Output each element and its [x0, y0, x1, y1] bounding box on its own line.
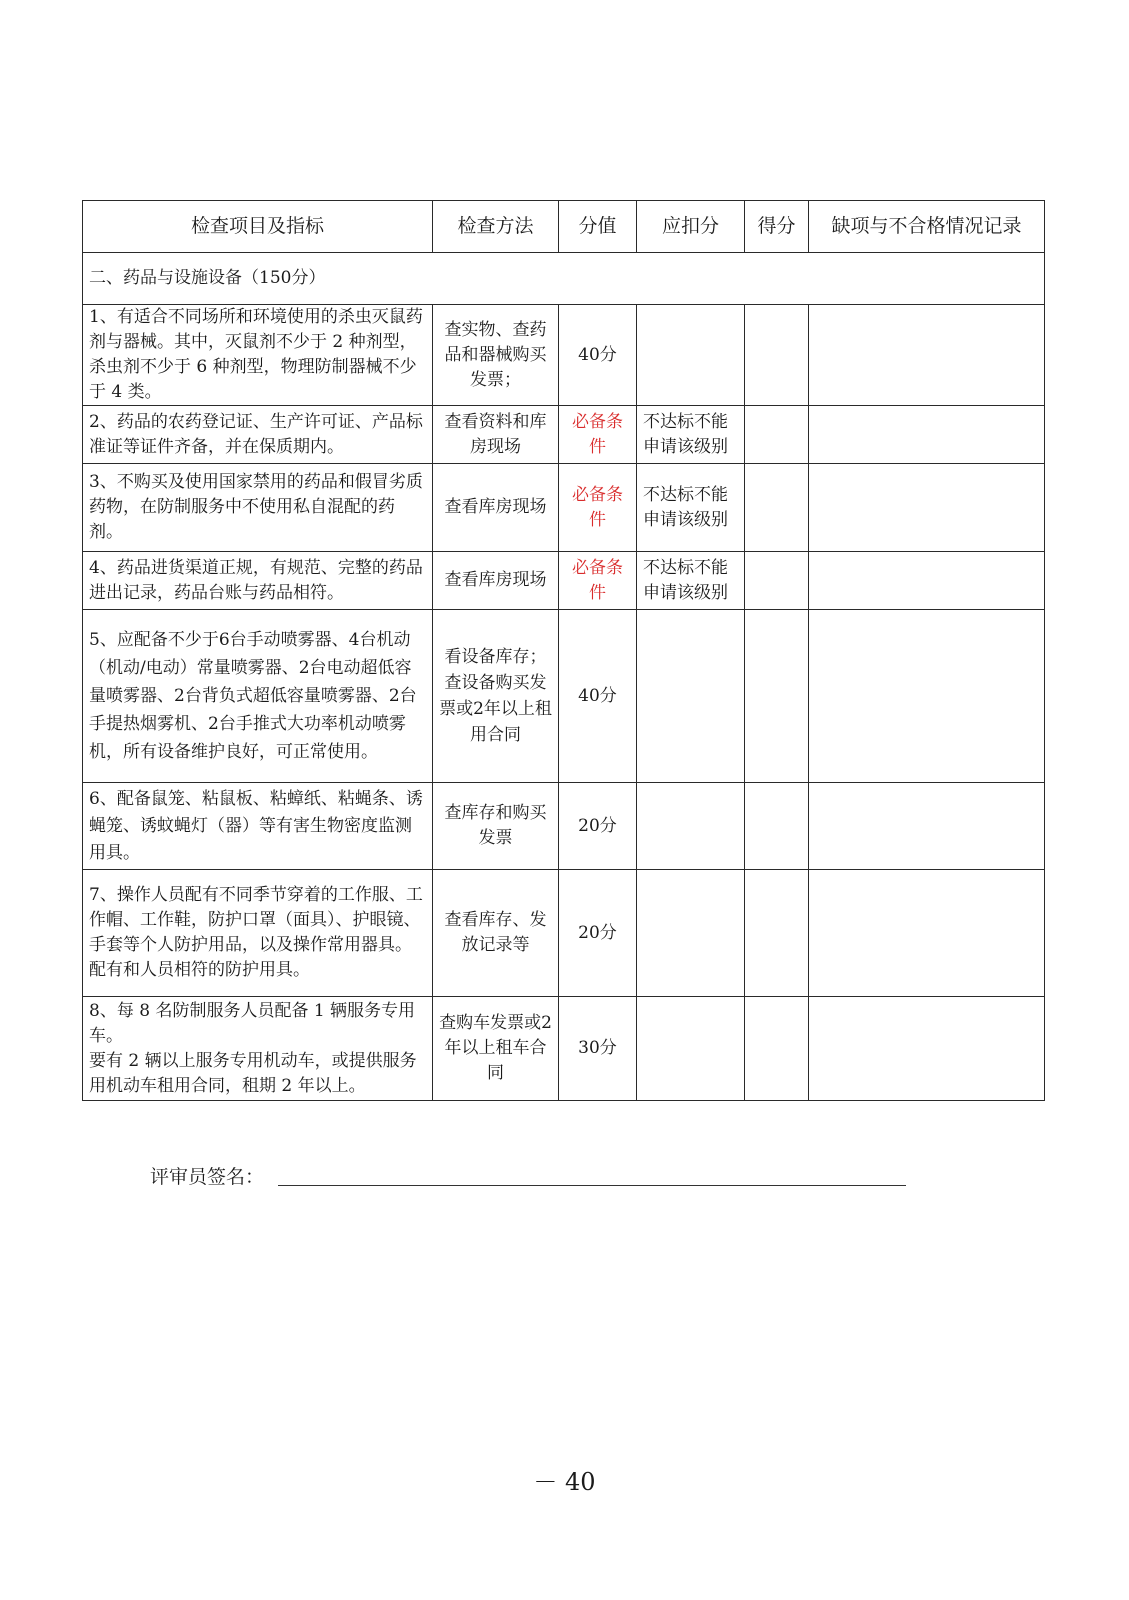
header-deduct: 应扣分	[637, 201, 745, 253]
item-text: 8、每 8 名防制服务人员配备 1 辆服务专用车。	[89, 1000, 416, 1046]
page-number: － 40	[533, 1468, 596, 1496]
table-row	[83, 464, 1045, 552]
section-row	[83, 253, 1045, 305]
inspection-table	[82, 200, 1045, 1101]
score-cell: 30分	[559, 997, 637, 1101]
method-cell: 查库存和购买发票	[433, 783, 559, 870]
got-cell	[745, 610, 809, 783]
got-cell	[745, 783, 809, 870]
table-row	[83, 406, 1045, 464]
record-cell	[809, 406, 1045, 464]
header-record: 缺项与不合格情况记录	[809, 201, 1045, 253]
score-cell: 40分	[559, 305, 637, 406]
header-method: 检查方法	[433, 201, 559, 253]
signature-line[interactable]	[278, 1185, 906, 1186]
header-score: 分值	[559, 201, 637, 253]
method-cell: 查看资料和库房现场	[433, 406, 559, 464]
got-cell	[745, 997, 809, 1101]
deduct-cell	[637, 997, 745, 1101]
header-item: 检查项目及指标	[83, 201, 433, 253]
item-text: 7、操作人员配有不同季节穿着的工作服、工作帽、工作鞋，防护口罩（面具）、护眼镜、手套等个人防护用品，以及操作常用器具。	[89, 885, 423, 955]
deduct-cell: 不达标不能申请该级别	[637, 406, 745, 464]
deduct-cell	[637, 783, 745, 870]
record-cell	[809, 870, 1045, 997]
item-text-extra: 配有和人员相符的防护用具。	[89, 960, 310, 980]
record-cell	[809, 464, 1045, 552]
table-row	[83, 870, 1045, 997]
table-row	[83, 610, 1045, 783]
method-cell: 查看库存、发放记录等	[433, 870, 559, 997]
item-cell: 2、药品的农药登记证、生产许可证、产品标准证等证件齐备，并在保质期内。	[83, 406, 433, 464]
method-cell: 查购车发票或2年以上租车合同	[433, 997, 559, 1101]
score-cell: 40分	[559, 610, 637, 783]
method-cell: 查实物、查药品和器械购买发票；	[433, 305, 559, 406]
record-cell	[809, 783, 1045, 870]
section-title: 二、药品与设施设备（150分）	[83, 253, 1045, 305]
score-cell: 20分	[559, 870, 637, 997]
score-cell-required: 必备条件	[559, 464, 637, 552]
got-cell	[745, 406, 809, 464]
signature-label: 评审员签名：	[150, 1166, 265, 1188]
header-row	[83, 201, 1045, 253]
score-cell: 20分	[559, 783, 637, 870]
item-cell	[83, 997, 433, 1101]
deduct-cell	[637, 610, 745, 783]
record-cell	[809, 552, 1045, 610]
score-cell-required: 必备条件	[559, 406, 637, 464]
table-row	[83, 997, 1045, 1101]
item-text-extra: 要有 2 辆以上服务专用机动车，或提供服务用机动车租用合同，租期 2 年以上。	[89, 1050, 417, 1096]
record-cell	[809, 305, 1045, 406]
table-row	[83, 783, 1045, 870]
deduct-cell: 不达标不能申请该级别	[637, 464, 745, 552]
deduct-cell	[637, 870, 745, 997]
item-cell	[83, 870, 433, 997]
record-cell	[809, 997, 1045, 1101]
method-cell: 查看库房现场	[433, 464, 559, 552]
item-cell: 5、应配备不少于6台手动喷雾器、4台机动（机动/电动）常量喷雾器、2台电动超低容量喷雾器、2台背负式超低容量喷雾器、2台手提热烟雾机、2台手推式大功率机动喷雾机，所有设备维护良好，可正常使用。	[83, 610, 433, 783]
deduct-cell: 不达标不能申请该级别	[637, 552, 745, 610]
item-cell: 1、有适合不同场所和环境使用的杀虫灭鼠药剂与器械。其中，灭鼠剂不少于 2 种剂型，杀虫剂不少于 6 种剂型，物理防制器械不少于 4 类。	[83, 305, 433, 406]
method-cell: 查看库房现场	[433, 552, 559, 610]
got-cell	[745, 870, 809, 997]
got-cell	[745, 552, 809, 610]
table-row	[83, 305, 1045, 406]
table-row	[83, 552, 1045, 610]
item-cell: 3、不购买及使用国家禁用的药品和假冒劣质药物，在防制服务中不使用私自混配的药剂。	[83, 464, 433, 552]
item-cell: 4、药品进货渠道正规，有规范、完整的药品进出记录，药品台账与药品相符。	[83, 552, 433, 610]
header-got: 得分	[745, 201, 809, 253]
deduct-cell	[637, 305, 745, 406]
item-cell: 6、配备鼠笼、粘鼠板、粘蟑纸、粘蝇条、诱蝇笼、诱蚊蝇灯（器）等有害生物密度监测用具。	[83, 783, 433, 870]
got-cell	[745, 305, 809, 406]
record-cell	[809, 610, 1045, 783]
got-cell	[745, 464, 809, 552]
method-cell: 看设备库存；查设备购买发票或2年以上租用合同	[433, 610, 559, 783]
score-cell-required: 必备条件	[559, 552, 637, 610]
